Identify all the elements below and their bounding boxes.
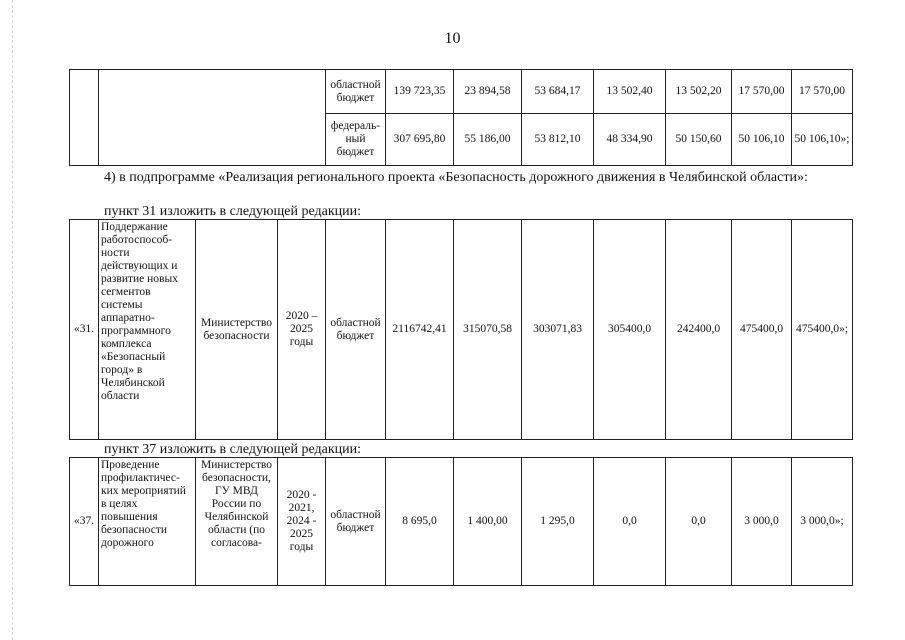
value-cell: 8 695,0 bbox=[386, 458, 454, 586]
value-cell: 475400,0 bbox=[732, 220, 792, 440]
funding-source-cell: областной бюджет bbox=[326, 220, 386, 440]
value-cell: 17 570,00 bbox=[792, 70, 853, 114]
item-name: Поддержание работоспособ-ности действующих и развитие новых сегментов системы аппаратно-программного комплекса «Безопасный город» в Челябинской области bbox=[99, 220, 196, 440]
value-cell: 53 684,17 bbox=[522, 70, 594, 114]
item-number: «37. bbox=[70, 458, 99, 586]
funding-source-cell: областной бюджет bbox=[326, 458, 386, 586]
table-row bbox=[70, 220, 853, 440]
value-cell: 303071,83 bbox=[522, 220, 594, 440]
value-cell: 13 502,20 bbox=[666, 70, 732, 114]
value-cell: 307 695,80 bbox=[386, 114, 454, 166]
funding-source-cell: федераль-ный бюджет bbox=[326, 114, 386, 166]
empty-cell bbox=[70, 70, 99, 166]
value-cell: 3 000,0»; bbox=[792, 458, 853, 586]
value-cell: 242400,0 bbox=[666, 220, 732, 440]
table-row bbox=[70, 458, 853, 586]
value-cell: 17 570,00 bbox=[732, 70, 792, 114]
funding-source-cell: областной бюджет bbox=[326, 70, 386, 114]
empty-cell bbox=[99, 70, 326, 166]
value-cell: 0,0 bbox=[666, 458, 732, 586]
value-cell: 1 400,00 bbox=[454, 458, 522, 586]
page-number: 10 bbox=[444, 30, 461, 47]
value-cell: 48 334,90 bbox=[594, 114, 666, 166]
value-cell: 305400,0 bbox=[594, 220, 666, 440]
scan-edge-line bbox=[12, 0, 13, 640]
item-37-table bbox=[69, 457, 853, 586]
table-row bbox=[70, 70, 853, 114]
value-cell: 13 502,40 bbox=[594, 70, 666, 114]
value-cell: 50 106,10 bbox=[732, 114, 792, 166]
item-37-intro: пункт 37 изложить в следующей редакции: bbox=[104, 442, 361, 457]
value-cell: 50 106,10»; bbox=[792, 114, 853, 166]
value-cell: 23 894,58 bbox=[454, 70, 522, 114]
value-cell: 3 000,0 bbox=[732, 458, 792, 586]
item-period: 2020 – 2025 годы bbox=[278, 220, 326, 440]
value-cell: 475400,0»; bbox=[792, 220, 853, 440]
item-executor: Министерство безопасности, ГУ МВД России по Челябинской области (по согласова- bbox=[196, 458, 278, 586]
budget-table-continuation bbox=[69, 69, 853, 166]
paragraph-4: 4) в подпрограмме «Реализация регионального проекта «Безопасность дорожного движения в Челябинской области»: bbox=[104, 170, 808, 185]
value-cell: 55 186,00 bbox=[454, 114, 522, 166]
item-name: Проведение профилактичес-ких мероприятий в целях повышения безопасности дорожного bbox=[99, 458, 196, 586]
item-31-table bbox=[69, 219, 853, 440]
value-cell: 139 723,35 bbox=[386, 70, 454, 114]
value-cell: 2116742,41 bbox=[386, 220, 454, 440]
item-31-intro: пункт 31 изложить в следующей редакции: bbox=[104, 204, 361, 219]
item-period: 2020 - 2021, 2024 - 2025 годы bbox=[278, 458, 326, 586]
value-cell: 0,0 bbox=[594, 458, 666, 586]
value-cell: 53 812,10 bbox=[522, 114, 594, 166]
value-cell: 50 150,60 bbox=[666, 114, 732, 166]
item-number: «31. bbox=[70, 220, 99, 440]
value-cell: 315070,58 bbox=[454, 220, 522, 440]
value-cell: 1 295,0 bbox=[522, 458, 594, 586]
item-executor: Министерство безопасности bbox=[196, 220, 278, 440]
